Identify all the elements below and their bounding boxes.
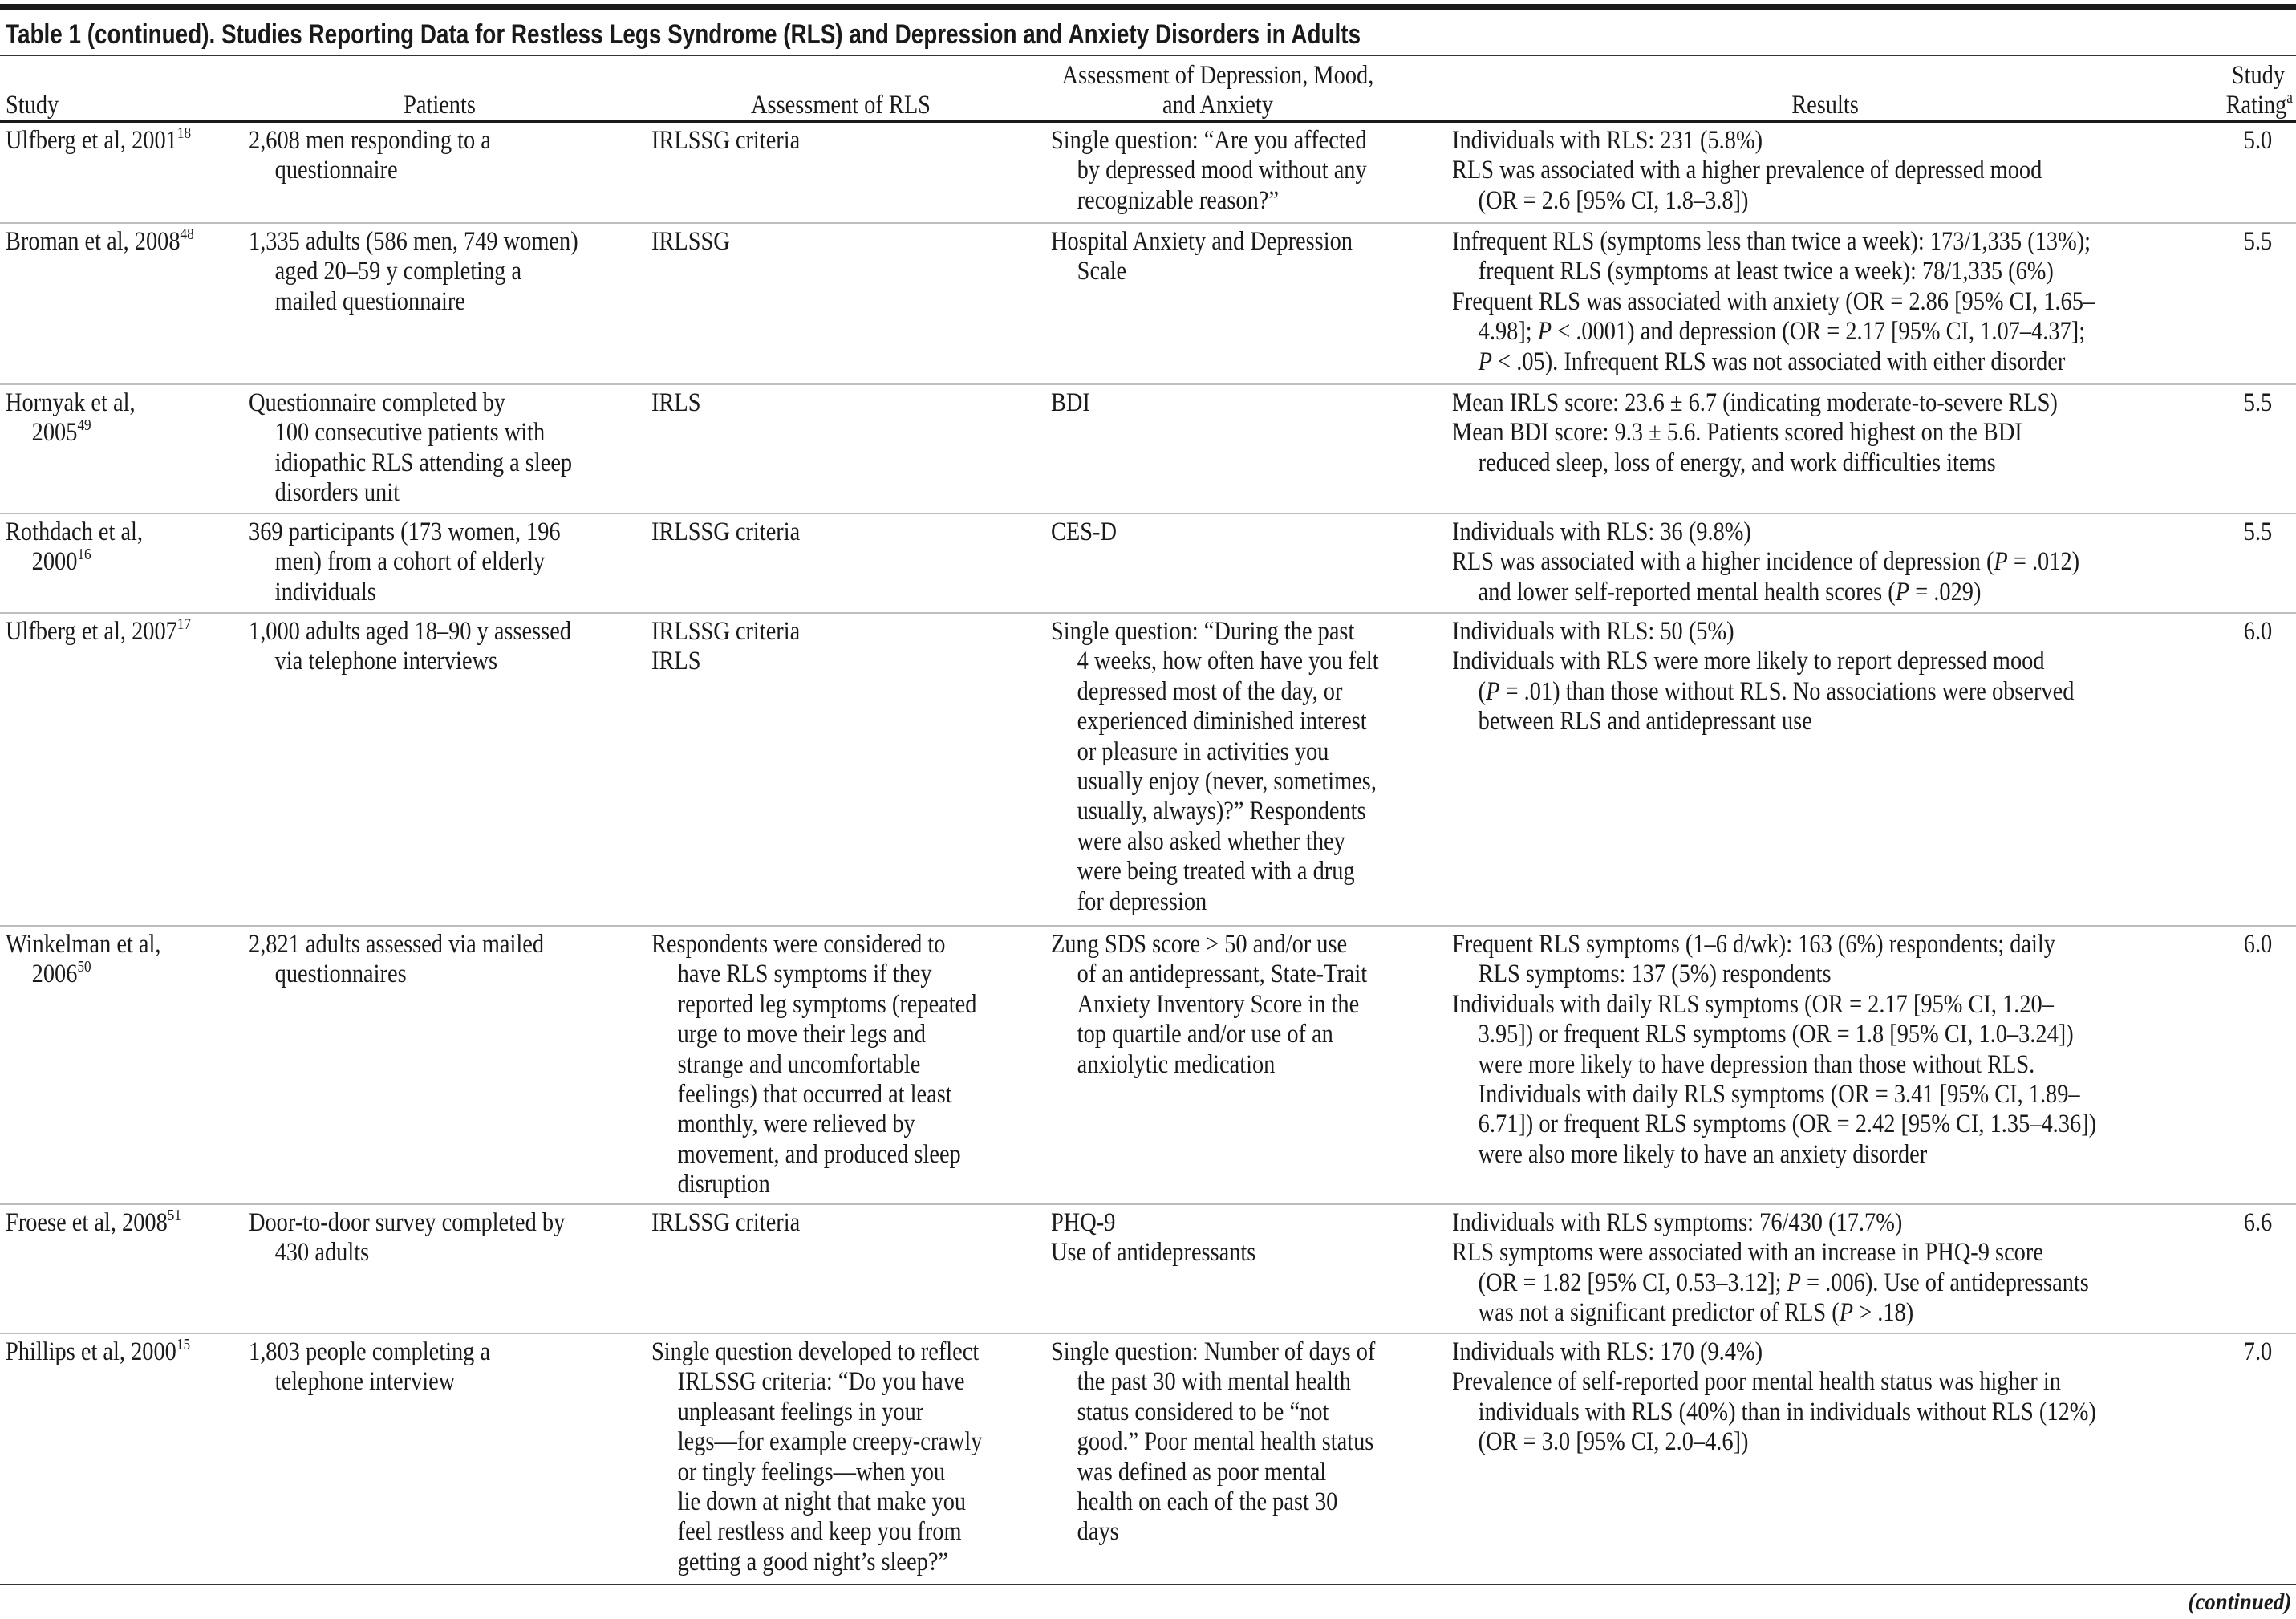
rls-line: IRLSSG criteria: “Do you have [677, 1367, 965, 1397]
results-line: Frequent RLS symptoms (1–6 d/wk): 163 (6%) respondents; daily [1452, 930, 2056, 959]
patients-cell [249, 1208, 565, 1268]
patients-line: questionnaires [274, 960, 407, 989]
mood-line: 4 weeks, how often have you felt [1077, 647, 1379, 676]
study-line [6, 617, 191, 647]
mood-cell [1051, 517, 1117, 547]
study-line [6, 1208, 181, 1238]
mood-cell [1051, 126, 1367, 216]
mood-line: top quartile and/or use of an [1077, 1020, 1333, 1049]
mood-line: days [1077, 1517, 1119, 1547]
results-line: RLS symptoms: 137 (5%) respondents [1478, 960, 1832, 989]
text-segment: 4.98]; [1478, 317, 1538, 347]
mood-line: usually, always)?” Respondents [1077, 797, 1366, 826]
table-row [0, 612, 2296, 927]
patients-line: 100 consecutive patients with [274, 418, 546, 448]
mood-cell [1051, 1337, 1375, 1548]
patients-paragraph [249, 617, 571, 677]
patients-cell [249, 517, 561, 607]
patients-cell [249, 930, 544, 990]
mood-cell [1051, 1208, 1255, 1268]
study-line [6, 547, 143, 577]
patients-line: aged 20–59 y completing a [274, 257, 522, 286]
mood-line: CES-D [1051, 517, 1117, 546]
study-name: Ulfberg et al, 2001 [6, 126, 177, 155]
results-cell [1452, 388, 2058, 478]
results-line: Prevalence of self-reported poor mental health status was higher in [1452, 1367, 2061, 1397]
patients-line: individuals [274, 577, 376, 607]
results-paragraph [1452, 647, 2074, 736]
reference-number[interactable]: 16 [77, 546, 91, 564]
rls-line: feel restless and keep you from [677, 1517, 962, 1547]
mood-line: or pleasure in activities you [1077, 736, 1329, 766]
text-segment: < .0001) and depression (OR = 2.17 [95% CI, 1.07–4.37]; [1552, 317, 2086, 347]
results-line: Mean BDI score: 9.3 ± 5.6. Patients scored highest on the BDI [1452, 418, 2022, 448]
mood-line: of an antidepressant, State-Trait [1077, 960, 1368, 989]
results-line [1452, 578, 2079, 607]
study-cell [6, 517, 143, 578]
mood-line: Single question: Number of days of [1051, 1337, 1376, 1366]
rls-line: movement, and produced sleep [677, 1139, 961, 1169]
mood-line: were also asked whether they [1077, 826, 1345, 856]
study-rating: 6.6 [2243, 1208, 2272, 1237]
study-name: Hornyak et al, [6, 388, 136, 417]
results-cell [1452, 1337, 2096, 1458]
mood-paragraph [1051, 517, 1117, 547]
study-rating: 5.5 [2243, 517, 2272, 546]
table-row [0, 513, 2296, 614]
text-segment: (OR = 1.82 [95% CI, 0.53–3.12]; [1478, 1268, 1787, 1297]
mood-line: status considered to be “not [1077, 1397, 1329, 1426]
italic-symbol: P [1537, 317, 1552, 347]
study-line [6, 1337, 190, 1367]
mood-line: was defined as poor mental [1077, 1457, 1327, 1487]
italic-symbol: P [1895, 577, 1910, 607]
results-paragraph [1452, 1337, 2096, 1367]
text-segment: ( [1478, 676, 1487, 706]
results-line: RLS symptoms were associated with an increase in PHQ-9 score [1452, 1238, 2043, 1268]
study-rating: 6.0 [2243, 617, 2272, 646]
results-paragraph [1452, 287, 2095, 377]
table-row [0, 1333, 2296, 1585]
study-name: Broman et al, 2008 [6, 227, 181, 256]
study-line [6, 960, 161, 989]
results-line: Mean IRLS score: 23.6 ± 6.7 (indicating moderate-to-severe RLS) [1452, 388, 2058, 417]
mood-line: the past 30 with mental health [1077, 1367, 1351, 1397]
study-name: Winkelman et al, [6, 930, 161, 959]
study-name: Phillips et al, 2000 [6, 1337, 176, 1366]
results-line: 3.95]) or frequent RLS symptoms (OR = 1.8 [95% CI, 1.0–3.24]) [1478, 1020, 2074, 1049]
table-row [0, 1203, 2296, 1334]
mood-cell [1051, 388, 1090, 418]
text-segment: and lower self-reported mental health scores ( [1478, 577, 1896, 607]
mood-line: Hospital Anxiety and Depression [1051, 227, 1353, 256]
rls-line: legs—for example creepy-crawly [677, 1427, 983, 1457]
study-rating: 6.0 [2243, 930, 2272, 959]
text-segment: = .012) [2007, 547, 2080, 577]
reference-number[interactable]: 17 [176, 615, 192, 633]
reference-number[interactable]: 50 [77, 958, 91, 976]
italic-symbol: P [1994, 547, 2008, 577]
patients-cell [249, 1337, 490, 1398]
patients-line: questionnaire [274, 156, 398, 185]
mood-line: good.” Poor mental health status [1077, 1427, 1374, 1457]
results-paragraph [1452, 547, 2079, 607]
results-cell [1452, 126, 2042, 216]
rls-line: strange and uncomfortable [677, 1049, 921, 1079]
patients-line: disorders unit [274, 478, 400, 508]
study-rating: 5.5 [2243, 227, 2272, 256]
reference-number[interactable]: 48 [180, 225, 194, 243]
results-line: were more likely to have depression than those without RLS. [1478, 1049, 2035, 1079]
header-rating-line2 [2226, 91, 2293, 120]
results-line: Individuals with daily RLS symptoms (OR = 3.41 [95% CI, 1.89– [1478, 1080, 2080, 1110]
results-paragraph [1452, 1208, 2089, 1238]
text-segment: = .029) [1909, 577, 1982, 607]
rls-line: reported leg symptoms (repeated [677, 989, 977, 1019]
mood-line: were being treated with a drug [1077, 857, 1355, 887]
rls-cell [651, 1337, 982, 1577]
reference-number[interactable]: 15 [176, 1336, 191, 1353]
results-line: reduced sleep, loss of energy, and work difficulties items [1478, 448, 1996, 477]
patients-line: men) from a cohort of elderly [274, 547, 546, 577]
patients-line: 1,335 adults (586 men, 749 women) [249, 227, 578, 256]
rls-line: disruption [677, 1170, 770, 1199]
mood-line: for depression [1077, 887, 1207, 916]
results-line: (OR = 2.6 [95% CI, 1.8–3.8]) [1478, 185, 1749, 215]
results-paragraph [1452, 990, 2096, 1170]
header-mood-line2: and Anxiety [1162, 91, 1273, 120]
study-cell [6, 227, 194, 257]
study-cell [6, 617, 191, 647]
patients-cell [249, 126, 491, 186]
mood-line: Single question: “Are you affected [1051, 126, 1367, 155]
rls-cell [651, 126, 800, 156]
mood-line: Anxiety Inventory Score in the [1077, 989, 1360, 1019]
text-segment: RLS was associated with a higher incidence of depression ( [1452, 547, 1994, 577]
header-rating-line1: Study [2231, 61, 2285, 90]
study-line [6, 388, 136, 418]
header-mood-line1: Assessment of Depression, Mood, [1061, 61, 1374, 90]
results-paragraph [1452, 617, 2074, 647]
rls-paragraph [651, 388, 701, 418]
patients-paragraph [249, 126, 491, 186]
results-line: Individuals with RLS: 170 (9.4%) [1452, 1337, 1763, 1366]
results-line [1452, 317, 2095, 347]
results-line: (OR = 3.0 [95% CI, 2.0–4.6]) [1478, 1427, 1749, 1457]
rls-paragraph [651, 930, 976, 1200]
rls-line: Respondents were considered to [651, 930, 946, 959]
footnote-marker: a [2286, 89, 2293, 107]
results-paragraph [1452, 930, 2096, 990]
rls-paragraph [651, 617, 800, 647]
patients-paragraph [249, 1337, 490, 1398]
rls-line: IRLSSG criteria [651, 517, 801, 546]
mood-paragraph [1051, 126, 1367, 216]
rls-paragraph [651, 1208, 800, 1238]
mood-line: recognizable reason?” [1077, 185, 1280, 215]
study-name: 2000 [31, 547, 78, 577]
bottom-rule [0, 1584, 2296, 1585]
patients-line: 2,821 adults assessed via mailed [249, 930, 545, 959]
study-line [6, 227, 194, 257]
study-line [6, 126, 191, 156]
study-name: Rothdach et al, [6, 517, 144, 546]
italic-symbol: P [1486, 676, 1500, 706]
results-line: Individuals with RLS symptoms: 76/430 (17.7%) [1452, 1208, 1903, 1237]
rls-paragraph [651, 1337, 982, 1577]
patients-line: 2,608 men responding to a [249, 126, 491, 155]
patients-line: mailed questionnaire [274, 286, 465, 316]
results-paragraph [1452, 156, 2042, 216]
mood-paragraph [1051, 388, 1090, 418]
mood-line: depressed most of the day, or [1077, 676, 1343, 706]
rls-paragraph [651, 647, 800, 676]
text-segment: was not a significant predictor of RLS ( [1478, 1298, 1840, 1328]
results-line: were also more likely to have an anxiety disorder [1478, 1139, 1928, 1169]
mood-line: Use of antidepressants [1051, 1238, 1256, 1268]
mood-line: usually enjoy (never, sometimes, [1077, 767, 1377, 797]
rls-paragraph [651, 517, 800, 547]
header-study: Study [6, 91, 59, 120]
patients-paragraph [249, 227, 578, 317]
rls-paragraph [651, 126, 800, 156]
rls-line: IRLSSG criteria [651, 617, 801, 646]
title-rule [0, 55, 2296, 56]
rls-paragraph [651, 227, 730, 257]
study-cell [6, 1337, 190, 1367]
mood-line: Single question: “During the past [1051, 617, 1355, 646]
mood-line: Zung SDS score > 50 and/or use [1051, 930, 1348, 959]
results-paragraph [1452, 126, 2042, 156]
results-cell [1452, 930, 2096, 1170]
study-rating: 7.0 [2243, 1337, 2272, 1366]
study-cell [6, 1208, 181, 1238]
mood-cell [1051, 227, 1353, 287]
mood-paragraph [1051, 617, 1379, 917]
table-row [0, 123, 2296, 222]
results-paragraph [1452, 227, 2095, 287]
study-cell [6, 930, 161, 990]
study-name: 2006 [31, 960, 78, 989]
results-line: Individuals with daily RLS symptoms (OR = 2.17 [95% CI, 1.20– [1452, 989, 2054, 1019]
rls-line: IRLS [651, 647, 701, 676]
patients-line: idiopathic RLS attending a sleep [274, 448, 573, 477]
study-cell [6, 388, 136, 448]
mood-line: anxiolytic medication [1077, 1049, 1276, 1079]
rls-line: or tingly feelings—when you [677, 1457, 946, 1487]
results-line: 6.71]) or frequent RLS symptoms (OR = 2.42 [95% CI, 1.35–4.36]) [1478, 1110, 2097, 1139]
text-segment: < .05). Infrequent RLS was not associated with either disorder [1492, 347, 2066, 376]
results-paragraph [1452, 1238, 2089, 1328]
results-cell [1452, 517, 2079, 607]
results-line: RLS was associated with a higher prevalence of depressed mood [1452, 156, 2042, 185]
study-line [6, 930, 161, 960]
mood-paragraph [1051, 1238, 1255, 1268]
table-row [0, 222, 2296, 385]
results-line [1452, 677, 2074, 707]
rls-line: urge to move their legs and [677, 1020, 926, 1049]
patients-paragraph [249, 388, 572, 509]
mood-paragraph [1051, 930, 1367, 1080]
italic-symbol: P [1478, 347, 1493, 376]
table-row [0, 383, 2296, 514]
mood-line: health on each of the past 30 [1077, 1487, 1338, 1517]
rls-cell [651, 1208, 800, 1238]
mood-line: PHQ-9 [1051, 1208, 1116, 1237]
mood-cell [1051, 930, 1367, 1080]
results-line: Infrequent RLS (symptoms less than twice a week): 173/1,335 (13%); [1452, 227, 2091, 256]
reference-number[interactable]: 18 [176, 124, 192, 142]
header-rls: Assessment of RLS [751, 91, 931, 120]
rls-line: IRLSSG [651, 227, 730, 256]
rls-cell [651, 227, 730, 257]
study-name: 2005 [31, 418, 78, 448]
rls-cell [651, 517, 800, 547]
header-patients: Patients [404, 91, 476, 120]
rls-line: IRLSSG criteria [651, 1208, 801, 1237]
rls-line: unpleasant feelings in your [677, 1397, 924, 1426]
patients-line: Questionnaire completed by [249, 388, 505, 417]
italic-symbol: P [1839, 1298, 1854, 1328]
results-paragraph [1452, 388, 2058, 418]
mood-line: BDI [1051, 388, 1090, 417]
patients-line: 1,803 people completing a [249, 1337, 491, 1366]
rls-line: Single question developed to reflect [651, 1337, 980, 1366]
table-row [0, 925, 2296, 1205]
patients-line: telephone interview [274, 1367, 456, 1397]
rls-line: monthly, were relieved by [677, 1110, 915, 1139]
results-line: Individuals with RLS: 50 (5%) [1452, 617, 1734, 646]
mood-line: experienced diminished interest [1077, 707, 1367, 736]
mood-paragraph [1051, 1337, 1375, 1548]
results-paragraph [1452, 1367, 2096, 1457]
study-rating: 5.0 [2243, 126, 2272, 155]
patients-line: 369 participants (173 women, 196 [249, 517, 561, 546]
patients-cell [249, 388, 572, 509]
patients-cell [249, 227, 578, 317]
rls-cell [651, 930, 976, 1200]
top-rule [0, 4, 2296, 10]
header-results: Results [1791, 91, 1859, 120]
results-line: Individuals with RLS were more likely to report depressed mood [1452, 647, 2045, 676]
header-rating-label: Rating [2225, 91, 2287, 120]
patients-line: Door-to-door survey completed by [249, 1208, 566, 1237]
patients-line: 430 adults [274, 1238, 370, 1268]
study-cell [6, 126, 191, 156]
results-line: Frequent RLS was associated with anxiety (OR = 2.86 [95% CI, 1.65– [1452, 286, 2095, 316]
text-segment: = .006). Use of antidepressants [1800, 1268, 2089, 1297]
results-line [1452, 547, 2079, 577]
mood-cell [1051, 617, 1379, 917]
continued-label: (continued) [2187, 1589, 2291, 1615]
study-line [6, 517, 143, 547]
rls-line: have RLS symptoms if they [677, 960, 932, 989]
results-line [1452, 347, 2095, 377]
rls-line: feelings) that occurred at least [677, 1080, 952, 1110]
rls-line: lie down at night that make you [677, 1487, 967, 1517]
patients-paragraph [249, 517, 561, 607]
study-name: Ulfberg et al, 2007 [6, 617, 177, 646]
results-line: Individuals with RLS: 36 (9.8%) [1452, 517, 1751, 546]
results-line: frequent RLS (symptoms at least twice a week): 78/1,335 (6%) [1478, 257, 2054, 286]
text-segment: = .01) than those without RLS. No associations were observed [1499, 676, 2075, 706]
patients-cell [249, 617, 571, 677]
results-line: Individuals with RLS: 231 (5.8%) [1452, 126, 1763, 155]
rls-line: IRLS [651, 388, 701, 417]
rls-line: getting a good night’s sleep?” [677, 1547, 949, 1576]
rls-line: IRLSSG criteria [651, 126, 801, 155]
patients-paragraph [249, 1208, 565, 1268]
study-name: Froese et al, 2008 [6, 1208, 168, 1237]
results-line: individuals with RLS (40%) than in individuals without RLS (12%) [1478, 1397, 2096, 1426]
results-line [1452, 1298, 2089, 1328]
patients-line: 1,000 adults aged 18–90 y assessed [249, 617, 571, 646]
rls-cell [651, 388, 701, 418]
study-line [6, 418, 136, 448]
mood-paragraph [1051, 227, 1353, 287]
results-paragraph [1452, 517, 2079, 547]
reference-number[interactable]: 51 [167, 1207, 181, 1224]
table-title: Table 1 (continued). Studies Reporting Data for Restless Legs Syndrome (RLS) and Depression and Anxiety Disorders in Adults [6, 19, 1361, 50]
italic-symbol: P [1787, 1268, 1801, 1297]
text-segment: > .18) [1853, 1298, 1914, 1328]
results-paragraph [1452, 418, 2058, 478]
mood-line: Scale [1077, 257, 1127, 286]
results-line [1452, 1268, 2089, 1298]
results-cell [1452, 1208, 2089, 1329]
results-cell [1452, 617, 2074, 737]
patients-paragraph [249, 930, 544, 990]
results-line: between RLS and antidepressant use [1478, 707, 1812, 736]
mood-paragraph [1051, 1208, 1255, 1238]
mood-line: by depressed mood without any [1077, 156, 1367, 185]
study-rating: 5.5 [2243, 388, 2272, 417]
results-cell [1452, 227, 2095, 377]
patients-line: via telephone interviews [274, 647, 498, 676]
reference-number[interactable]: 49 [77, 416, 91, 435]
rls-cell [651, 617, 800, 677]
